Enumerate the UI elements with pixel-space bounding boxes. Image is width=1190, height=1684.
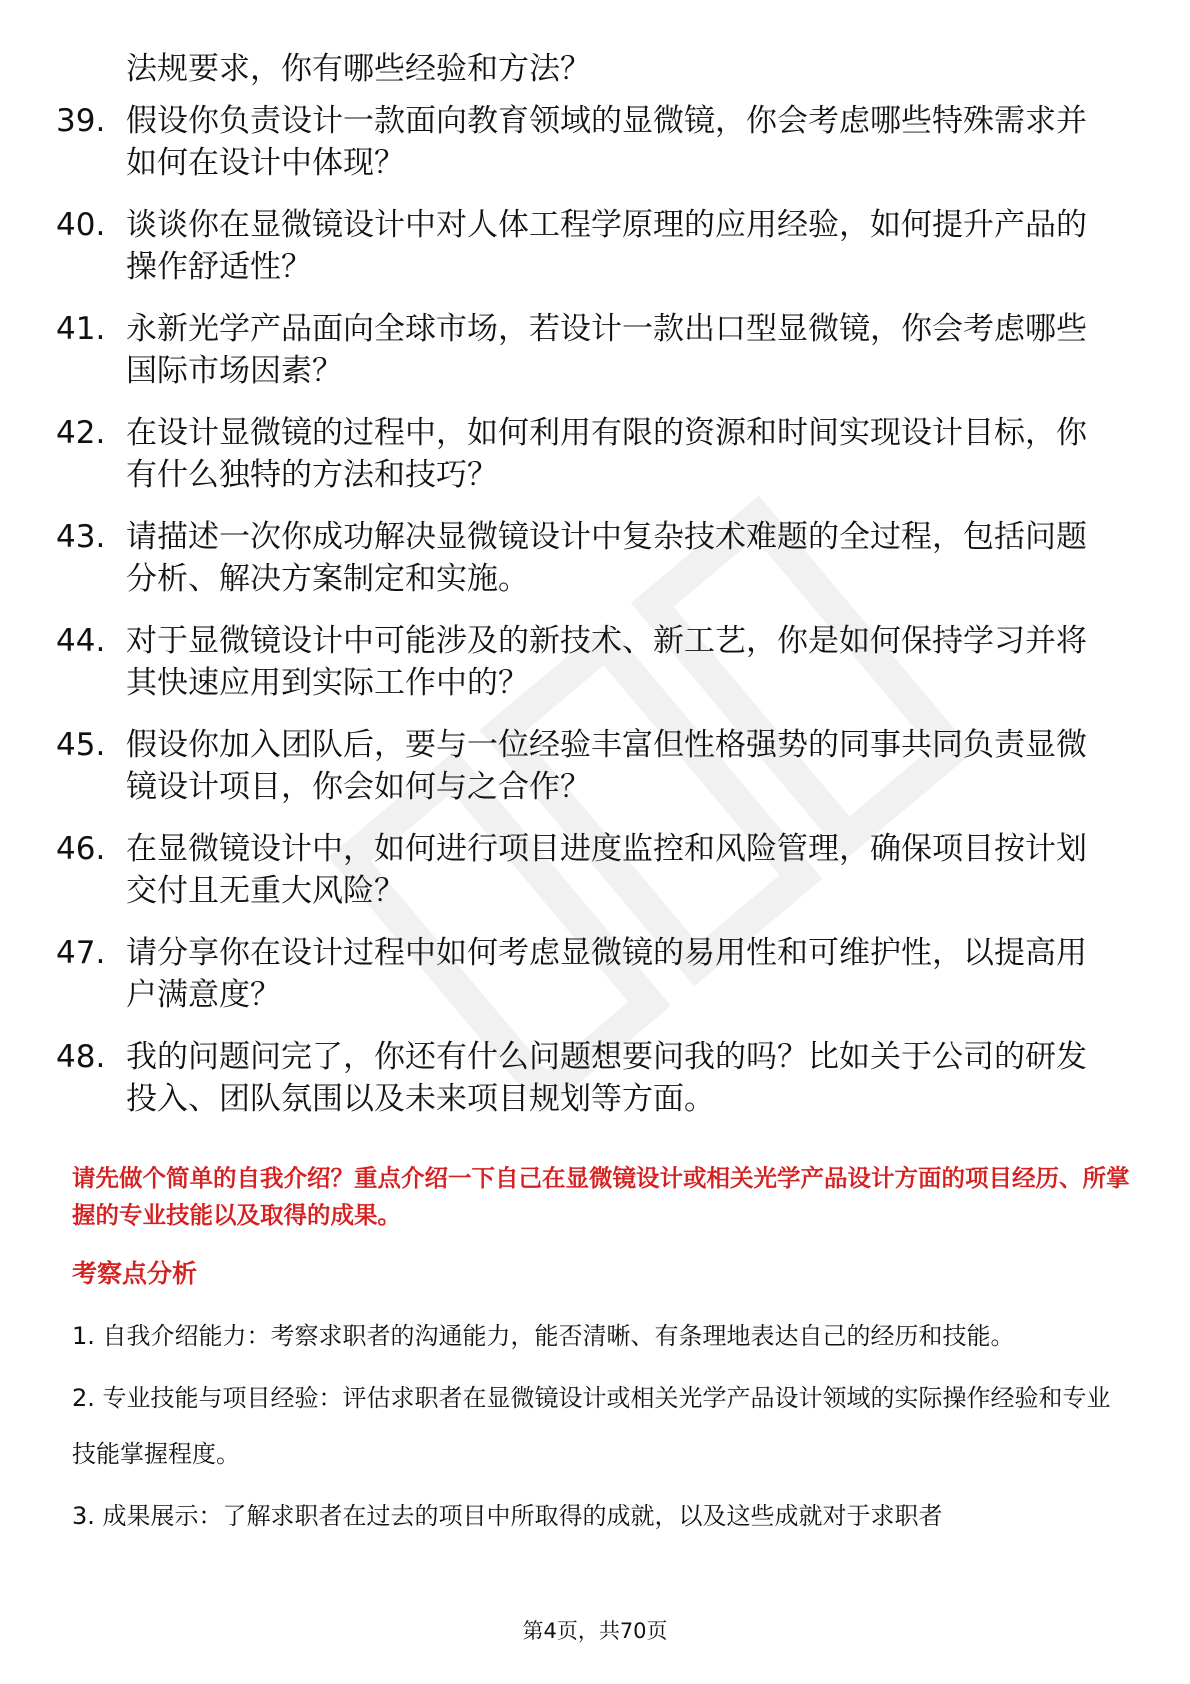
- question-list: [56, 100, 1116, 1140]
- analysis-item: 3. 成果展示：了解求职者在过去的项目中所取得的成就，以及这些成就对于求职者: [72, 1502, 943, 1530]
- list-item: [56, 1036, 1116, 1120]
- page-number-footer: 第4页，共70页: [522, 1619, 668, 1643]
- question-number: 46.: [56, 831, 106, 867]
- analysis-list: [72, 1308, 1132, 1550]
- question-number: 42.: [56, 415, 106, 451]
- continued-question-text: 法规要求，你有哪些经验和方法？: [126, 51, 591, 87]
- list-item: [56, 100, 1116, 184]
- question-text: 我的问题问完了，你还有什么问题想要问我的吗？比如关于公司的研发投入、团队氛围以及未来项目规划等方面。: [126, 1039, 1087, 1117]
- list-item: [56, 620, 1116, 704]
- analysis-item: 1. 自我介绍能力：考察求职者的沟通能力，能否清晰、有条理地表达自己的经历和技能。: [72, 1322, 1015, 1350]
- analysis-item: 2. 专业技能与项目经验：评估求职者在显微镜设计或相关光学产品设计领域的实际操作经验和专业技能掌握程度。: [72, 1384, 1111, 1468]
- list-item: [56, 932, 1116, 1016]
- list-item: [56, 204, 1116, 288]
- question-number: 39.: [56, 103, 106, 139]
- question-number: 47.: [56, 935, 106, 971]
- list-item: [56, 724, 1116, 808]
- question-text: 假设你负责设计一款面向教育领域的显微镜，你会考虑哪些特殊需求并如何在设计中体现？: [126, 103, 1087, 181]
- highlighted-question: 请先做个简单的自我介绍？重点介绍一下自己在显微镜设计或相关光学产品设计方面的项目经历、所掌握的专业技能以及取得的成果。: [72, 1164, 1130, 1229]
- question-text: 请分享你在设计过程中如何考虑显微镜的易用性和可维护性，以提高用户满意度？: [126, 935, 1087, 1013]
- question-text: 谈谈你在显微镜设计中对人体工程学原理的应用经验，如何提升产品的操作舒适性？: [126, 207, 1087, 285]
- question-text: 永新光学产品面向全球市场，若设计一款出口型显微镜，你会考虑哪些国际市场因素？: [126, 311, 1087, 389]
- question-text: 在显微镜设计中，如何进行项目进度监控和风险管理，确保项目按计划交付且无重大风险？: [126, 831, 1087, 909]
- list-item: [56, 828, 1116, 912]
- question-text: 请描述一次你成功解决显微镜设计中复杂技术难题的全过程，包括问题分析、解决方案制定和实施。: [126, 519, 1087, 597]
- analysis-heading: 考察点分析: [72, 1259, 198, 1288]
- list-item: [56, 516, 1116, 600]
- question-text: 假设你加入团队后，要与一位经验丰富但性格强势的同事共同负责显微镜设计项目，你会如何与之合作？: [126, 727, 1087, 805]
- question-number: 41.: [56, 311, 106, 347]
- question-number: 45.: [56, 727, 106, 763]
- question-number: 40.: [56, 207, 106, 243]
- list-item: [56, 412, 1116, 496]
- question-number: 43.: [56, 519, 106, 555]
- list-item: [56, 308, 1116, 392]
- question-number: 48.: [56, 1039, 106, 1075]
- question-text: 对于显微镜设计中可能涉及的新技术、新工艺，你是如何保持学习并将其快速应用到实际工作中的？: [126, 623, 1087, 701]
- question-number: 44.: [56, 623, 106, 659]
- question-text: 在设计显微镜的过程中，如何利用有限的资源和时间实现设计目标，你有什么独特的方法和技巧？: [126, 415, 1087, 493]
